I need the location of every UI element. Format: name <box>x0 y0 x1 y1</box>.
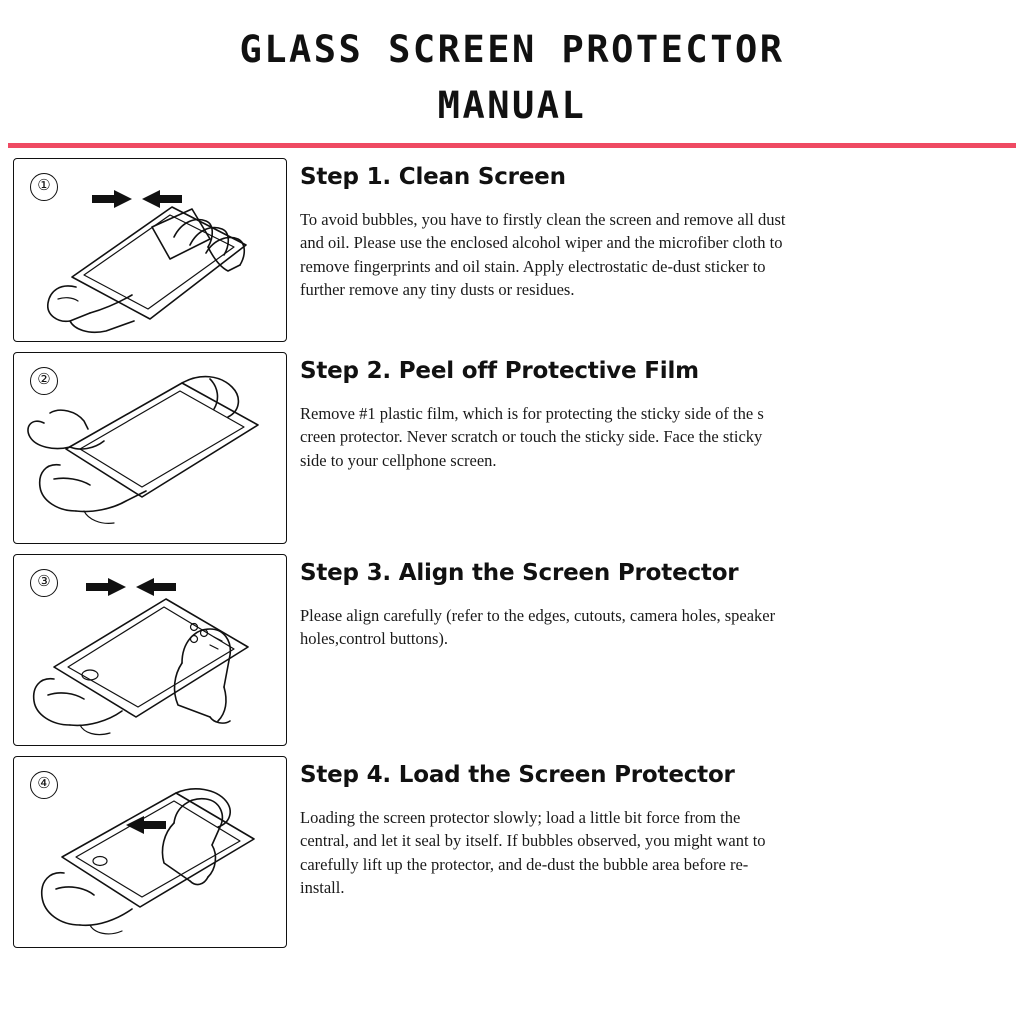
page-title-line-1: GLASS SCREEN PROTECTOR <box>239 28 785 71</box>
step-body: Loading the screen protector slowly; load a little bit force from the central, and let it seal by itself. If bubbles observed, you might want to carefully lift up the protector, and de-dust the bubble area before re-install. <box>300 808 766 898</box>
text-cell <box>300 342 1014 472</box>
figure-cell <box>0 148 300 342</box>
step-row <box>0 148 1024 342</box>
hand-loading-screen-protector-illustration <box>13 756 287 948</box>
steps-list <box>0 148 1024 948</box>
text-cell <box>300 148 1014 302</box>
step-row <box>0 746 1024 948</box>
figure-cell <box>0 544 300 746</box>
figure-cell <box>0 342 300 544</box>
step-title: Step 2. Peel off Protective Film <box>300 358 699 384</box>
step-title: Step 4. Load the Screen Protector <box>300 762 735 788</box>
page-title-line-2: MANUAL <box>437 83 587 127</box>
step-row <box>0 342 1024 544</box>
step-number-badge: ① <box>30 173 58 201</box>
text-cell <box>300 544 1014 651</box>
hand-peeling-protective-film-illustration <box>13 352 287 544</box>
step-number-badge: ② <box>30 367 58 395</box>
step-row <box>0 544 1024 746</box>
text-cell <box>300 746 1014 900</box>
manual-header <box>0 0 1024 133</box>
step-number-badge: ④ <box>30 771 58 799</box>
figure-cell <box>0 746 300 948</box>
hand-wiping-phone-screen-illustration <box>13 158 287 342</box>
step-title: Step 3. Align the Screen Protector <box>300 560 739 586</box>
step-number-badge: ③ <box>30 569 58 597</box>
step-body: To avoid bubbles, you have to firstly clean the screen and remove all dust and oil. Please use the enclosed alcohol wiper and the microfiber cloth to remove fingerprints and oil stain. Apply electrostatic de-dust sticker to further remove any tiny dusts or residues. <box>300 210 786 300</box>
step-body: Remove #1 plastic film, which is for protecting the sticky side of the s creen protector. Never scratch or touch the sticky side. Face the sticky side to your cellphone screen. <box>300 404 764 470</box>
step-title: Step 1. Clean Screen <box>300 164 566 190</box>
hand-aligning-screen-protector-illustration <box>13 554 287 746</box>
step-body: Please align carefully (refer to the edges, cutouts, camera holes, speaker holes,control buttons). <box>300 606 776 649</box>
